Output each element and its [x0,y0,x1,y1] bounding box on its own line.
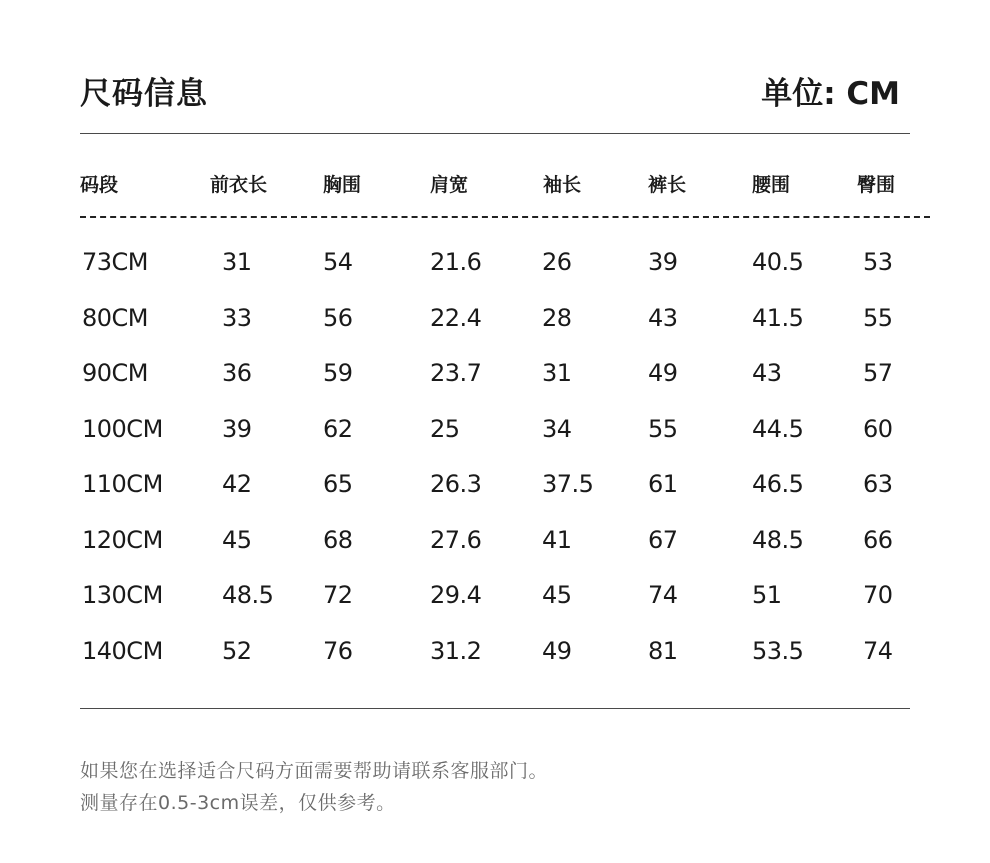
cell-chest: 65 [323,470,353,498]
cell-pants-length: 67 [648,525,678,554]
cell-shoulder: 21.6 [430,248,482,276]
cell-size: 130CM [82,581,163,609]
table-row [0,581,990,637]
header-pants-length: 裤长 [648,174,687,196]
header-waist: 腰围 [752,174,791,196]
cell-waist: 40.5 [752,248,804,276]
cell-hip: 63 [863,470,893,498]
cell-hip: 66 [863,525,893,554]
cell-hip: 74 [863,636,893,665]
cell-waist: 48.5 [752,525,804,554]
cell-pants-length: 49 [648,359,678,387]
header-size: 码段 [80,174,119,196]
cell-front-length: 42 [222,470,252,498]
table-row [0,637,990,693]
cell-waist: 43 [752,359,782,387]
cell-pants-length: 61 [648,470,678,498]
cell-front-length: 39 [222,414,252,443]
cell-chest: 68 [323,525,353,554]
table-body [0,248,990,692]
cell-sleeve: 34 [542,414,572,443]
top-divider [80,133,910,134]
header-shoulder: 肩宽 [430,174,469,196]
cell-front-length: 52 [222,636,252,665]
table-row [0,248,990,304]
table-row [0,304,990,360]
cell-front-length: 36 [222,359,252,387]
header-hip: 臀围 [857,174,896,196]
table-row [0,526,990,582]
cell-sleeve: 37.5 [542,470,594,498]
cell-shoulder: 27.6 [430,525,482,554]
cell-front-length: 33 [222,303,252,332]
cell-sleeve: 31 [542,359,572,387]
cell-front-length: 31 [222,248,252,276]
cell-size: 90CM [82,359,149,387]
table-row [0,470,990,526]
header-sleeve: 袖长 [543,174,582,196]
cell-chest: 62 [323,414,353,443]
table-row [0,415,990,471]
table-row [0,359,990,415]
measurement-note: 测量存在0.5-3cm误差，仅供参考。 [80,792,396,814]
header-dashed-divider [80,216,930,218]
cell-hip: 57 [863,359,893,387]
cell-chest: 59 [323,359,353,387]
cell-pants-length: 74 [648,581,678,609]
cell-size: 140CM [82,636,163,665]
cell-pants-length: 81 [648,636,678,665]
cell-front-length: 45 [222,525,252,554]
cell-size: 120CM [82,525,163,554]
cell-shoulder: 29.4 [430,581,482,609]
cell-shoulder: 23.7 [430,359,482,387]
cell-chest: 56 [323,303,353,332]
page-title: 尺码信息 [80,76,208,112]
cell-chest: 76 [323,636,353,665]
cell-sleeve: 49 [542,636,572,665]
cell-hip: 60 [863,414,893,443]
cell-shoulder: 26.3 [430,470,482,498]
cell-chest: 54 [323,248,353,276]
cell-size: 80CM [82,303,149,332]
cell-sleeve: 28 [542,303,572,332]
cell-waist: 44.5 [752,414,804,443]
cell-size: 110CM [82,470,163,498]
cell-pants-length: 55 [648,414,678,443]
cell-sleeve: 26 [542,248,572,276]
cell-pants-length: 39 [648,248,678,276]
cell-hip: 70 [863,581,893,609]
cell-waist: 46.5 [752,470,804,498]
header-front-length: 前衣长 [210,174,268,196]
bottom-divider [80,708,910,709]
cell-hip: 53 [863,248,893,276]
cell-shoulder: 31.2 [430,636,482,665]
unit-label: 单位: CM [761,76,900,112]
cell-waist: 53.5 [752,636,804,665]
cell-front-length: 48.5 [222,581,274,609]
cell-shoulder: 25 [430,414,460,443]
table-header [0,170,990,200]
cell-sleeve: 41 [542,525,572,554]
cell-waist: 51 [752,581,782,609]
cell-sleeve: 45 [542,581,572,609]
cell-size: 73CM [82,248,149,276]
help-note: 如果您在选择适合尺码方面需要帮助请联系客服部门。 [80,760,549,782]
cell-pants-length: 43 [648,303,678,332]
cell-shoulder: 22.4 [430,303,482,332]
cell-chest: 72 [323,581,353,609]
cell-size: 100CM [82,414,163,443]
cell-hip: 55 [863,303,893,332]
header-chest: 胸围 [323,174,362,196]
cell-waist: 41.5 [752,303,804,332]
